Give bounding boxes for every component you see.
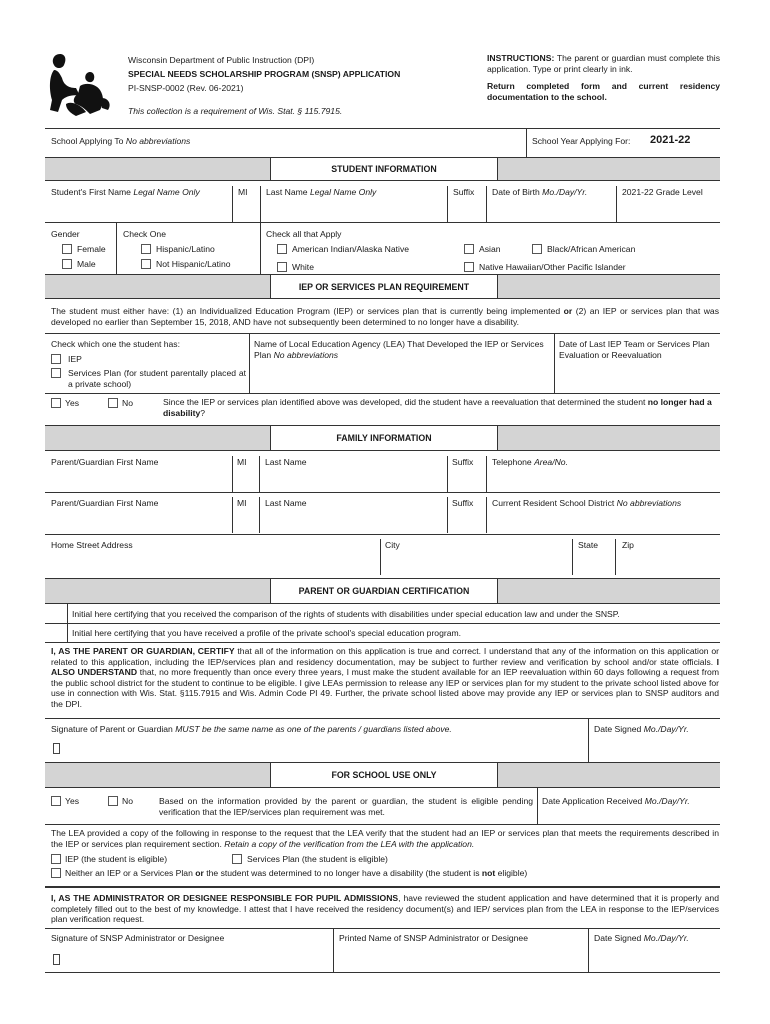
services-eligible-label: Services Plan (the student is eligible) xyxy=(247,854,388,864)
city-field[interactable]: City xyxy=(385,540,400,550)
state-field[interactable]: State xyxy=(578,540,599,550)
parent2-suffix-field[interactable]: Suffix xyxy=(452,498,474,508)
first-name-hint: Legal Name Only xyxy=(133,187,200,197)
gender-male-checkbox[interactable] xyxy=(62,259,72,269)
admin-text: , have reviewed the student application and have determined that it is properly and completely filled out to the best of my knowledge. I attest that I have received the residency document(s) and IEP/ services plan from the LEA in response to the IEP/services plan verification request. xyxy=(51,893,719,925)
school-year-label: School Year Applying For: xyxy=(532,136,631,146)
neither-not: not xyxy=(481,868,496,878)
telephone-label: Telephone xyxy=(492,457,532,467)
reeval-no-label: No xyxy=(122,398,133,408)
school-use-band xyxy=(45,762,720,788)
eligible-no-checkbox[interactable] xyxy=(108,796,118,806)
gender-label: Gender xyxy=(51,229,80,239)
parent-date-hint: Mo./Day/Yr. xyxy=(643,724,689,734)
parent2-mi-field[interactable]: MI xyxy=(237,498,247,508)
iep-option-label: IEP xyxy=(68,354,82,364)
parent1-mi-field[interactable]: MI xyxy=(237,457,247,467)
parent-date-label: Date Signed xyxy=(594,724,642,734)
return-instructions: Return completed form and current residency documentation to the school. xyxy=(487,81,720,102)
hispanic-label: Hispanic/Latino xyxy=(156,244,215,254)
student-mi-field[interactable]: MI xyxy=(238,187,248,197)
school-district-field[interactable] xyxy=(492,498,681,508)
parent-date-signed-field[interactable] xyxy=(594,724,689,734)
parent1-last-name-field[interactable]: Last Name xyxy=(265,457,307,467)
parent2-last-name-field[interactable]: Last Name xyxy=(265,498,307,508)
black-checkbox[interactable] xyxy=(532,244,542,254)
home-address-field[interactable]: Home Street Address xyxy=(51,540,133,550)
lea-verification-text xyxy=(51,828,719,849)
reeval-yes-label: Yes xyxy=(65,398,80,408)
certify-text-a: that all of the information on this application is true and correct. I understand that any of the information on this application or related to this application, including the IEP/services plan and residency documentation, may be subject to further review and verification by school and/or state officials. xyxy=(51,646,719,667)
certify-text-b: that, no more frequently than once every three years, I must make the student available for an IEP reevaluation within 60 days following a request from the public school district for the student to continue to be eligible. I give LEAs permission to release any IEP or services plan for my student to the private school listed above for use in connection with Wis. Stat. §115.7915 and Wis. Admin Code PI 49. Further, the private school listed above may provide any IEP or services plan to SNSP auditors and the DPI. xyxy=(51,667,719,709)
district-label: Current Resident School District xyxy=(492,498,615,508)
iep-checkbox[interactable] xyxy=(51,354,61,364)
iep-eligible-checkbox[interactable] xyxy=(51,854,61,864)
certification-statement xyxy=(51,646,719,710)
services-eligible-checkbox[interactable] xyxy=(232,854,242,864)
administrator-attestation xyxy=(51,893,719,925)
american-indian-label: American Indian/Alaska Native xyxy=(292,244,410,254)
form-title: SPECIAL NEEDS SCHOLARSHIP PROGRAM (SNSP) APPLICATION xyxy=(128,69,401,79)
dob-hint: Mo./Day/Yr. xyxy=(542,187,588,197)
iep-intro-b: (2) an IEP or services plan that was developed no earlier than September 15, 2018, AND have not subsequently been determined to no longer have a disability. xyxy=(51,306,719,327)
reeval-question-b: no longer had a disability xyxy=(163,397,712,418)
school-use-title: FOR SCHOOL USE ONLY xyxy=(270,763,498,787)
certification-band xyxy=(45,578,720,604)
initial-2-text: Initial here certifying that you have received a profile of the private school's special education program. xyxy=(72,628,462,638)
services-plan-label: Services Plan (for student parentally placed at a private school) xyxy=(68,368,246,389)
gender-female-label: Female xyxy=(77,244,106,254)
telephone-hint: Area/No. xyxy=(534,457,568,467)
check-all-label: Check all that Apply xyxy=(266,229,342,239)
neither-or: or xyxy=(195,868,204,878)
lea-field[interactable] xyxy=(254,339,552,360)
pacific-islander-checkbox[interactable] xyxy=(464,262,474,272)
dob-label: Date of Birth xyxy=(492,187,540,197)
eligibility-text: Based on the information provided by the parent or guardian, the student is eligible pending verification that the IEP/services plan requirement was met. xyxy=(159,796,533,817)
student-info-title: STUDENT INFORMATION xyxy=(270,158,498,180)
gender-male-label: Male xyxy=(77,259,96,269)
admin-date-signed-field[interactable] xyxy=(594,933,689,943)
neither-label xyxy=(65,868,527,878)
iep-intro xyxy=(51,306,719,327)
reeval-question-c: ? xyxy=(200,407,206,418)
iep-eligible-label: IEP (the student is eligible) xyxy=(65,854,168,864)
last-evaluation-date-field[interactable]: Date of Last IEP Team or Services Plan Evaluation or Reevaluation xyxy=(559,339,710,360)
student-first-name-field[interactable] xyxy=(51,187,200,197)
check-one-label: Check One xyxy=(123,229,166,239)
hispanic-checkbox[interactable] xyxy=(141,244,151,254)
certify-bold: I, AS THE PARENT OR GUARDIAN, CERTIFY xyxy=(51,646,235,656)
reeval-no-checkbox[interactable] xyxy=(108,398,118,408)
understand-bold: I ALSO UNDERSTAND xyxy=(51,656,719,678)
lea-hint: No abbreviations xyxy=(273,349,339,360)
family-title: FAMILY INFORMATION xyxy=(270,426,498,450)
initial-2-box[interactable] xyxy=(45,624,67,642)
admin-signature-field[interactable] xyxy=(53,954,60,965)
family-band xyxy=(45,425,720,451)
student-last-name-field[interactable] xyxy=(266,187,376,197)
iep-band xyxy=(45,274,720,299)
printed-name-field[interactable]: Printed Name of SNSP Administrator or Designee xyxy=(339,933,528,943)
first-name-label: Student's First Name xyxy=(51,187,131,197)
admin-date-label: Date Signed xyxy=(594,933,642,943)
iep-intro-a: The student must either have: (1) an Individualized Education Program (IEP) or services plan that is currently being implemented xyxy=(51,306,564,316)
not-hispanic-label: Not Hispanic/Latino xyxy=(156,259,231,269)
admin-date-hint: Mo./Day/Yr. xyxy=(643,933,689,943)
instructions-text: The parent or guardian must complete this application. Type or print clearly in ink. xyxy=(487,53,720,74)
school-hint: No abbreviations xyxy=(125,136,191,146)
eligible-yes-label: Yes xyxy=(65,796,80,806)
admin-bold: I, AS THE ADMINISTRATOR OR DESIGNEE RESPONSIBLE FOR PUPIL ADMISSIONS xyxy=(51,893,399,903)
dpi-logo xyxy=(46,50,114,118)
parent1-suffix-field[interactable]: Suffix xyxy=(452,457,474,467)
zip-field[interactable]: Zip xyxy=(622,540,634,550)
neither-checkbox[interactable] xyxy=(51,868,61,878)
instructions-label: INSTRUCTIONS: xyxy=(487,53,555,63)
american-indian-checkbox[interactable] xyxy=(277,244,287,254)
admin-signature-label: Signature of SNSP Administrator or Designee xyxy=(51,933,225,943)
district-hint: No abbreviations xyxy=(616,498,682,508)
certification-title: PARENT OR GUARDIAN CERTIFICATION xyxy=(270,579,498,603)
neither-c: eligible) xyxy=(495,868,528,878)
parent2-first-name-field[interactable]: Parent/Guardian First Name xyxy=(51,498,159,508)
eligible-no-label: No xyxy=(122,796,133,806)
lea-text-a: The LEA provided a copy of the following in response to the request that the LEA verify that the student had an IEP or services plan that meets the requirements described in the IEP or services plan requirement section. xyxy=(51,828,719,849)
white-checkbox[interactable] xyxy=(277,262,287,272)
school-year-value: 2021-22 xyxy=(650,134,691,146)
student-suffix-field[interactable]: Suffix xyxy=(453,187,475,197)
date-received-field[interactable] xyxy=(542,796,690,806)
neither-a: Neither an IEP or a Services Plan xyxy=(65,868,196,878)
parent-signature-label xyxy=(51,724,452,734)
statute-note: This collection is a requirement of Wis. Stat. § 115.7915. xyxy=(128,106,343,116)
school-applying-field[interactable] xyxy=(51,136,190,146)
school-label: School Applying To xyxy=(51,136,124,146)
grade-level-field[interactable]: 2021-22 Grade Level xyxy=(622,187,703,197)
iep-intro-or: or xyxy=(563,306,573,316)
date-received-label: Date Application Received xyxy=(542,796,643,806)
student-info-band xyxy=(45,157,720,181)
services-plan-checkbox[interactable] xyxy=(51,368,61,378)
lea-text-italic: Retain a copy of the verification from the LEA with the application. xyxy=(224,838,475,849)
initial-1-text: Initial here certifying that you received the comparison of the rights of students with disabilities under special education law and under the SNSP. xyxy=(72,609,620,619)
check-which-label: Check which one the student has: xyxy=(51,339,180,349)
lea-label: Name of Local Education Agency (LEA) That Developed the IEP or Services Plan xyxy=(254,339,544,360)
reeval-question-a: Since the IEP or services plan identified above was developed, did the student have a reevaluation that determined the student xyxy=(163,397,648,407)
instructions xyxy=(487,53,720,74)
initial-1-box[interactable] xyxy=(45,605,67,623)
black-label: Black/African American xyxy=(547,244,636,254)
parent-signature-text: Signature of Parent or Guardian xyxy=(51,724,173,734)
iep-title: IEP OR SERVICES PLAN REQUIREMENT xyxy=(270,275,498,298)
eligible-yes-checkbox[interactable] xyxy=(51,796,61,806)
agency-name: Wisconsin Department of Public Instruction (DPI) xyxy=(128,55,315,65)
gender-female-checkbox[interactable] xyxy=(62,244,72,254)
reeval-yes-checkbox[interactable] xyxy=(51,398,61,408)
date-received-hint: Mo./Day/Yr. xyxy=(644,796,690,806)
not-hispanic-checkbox[interactable] xyxy=(141,259,151,269)
parent-signature-hint: MUST be the same name as one of the parents / guardians listed above. xyxy=(175,724,452,734)
telephone-field[interactable] xyxy=(492,457,568,467)
asian-checkbox[interactable] xyxy=(464,244,474,254)
last-name-label: Last Name xyxy=(266,187,308,197)
parent-signature-field[interactable] xyxy=(53,743,60,754)
form-number: PI-SNSP-0002 (Rev. 06-2021) xyxy=(128,83,244,93)
last-name-hint: Legal Name Only xyxy=(309,187,377,197)
asian-label: Asian xyxy=(479,244,501,254)
dob-field[interactable] xyxy=(492,187,587,197)
parent1-first-name-field[interactable]: Parent/Guardian First Name xyxy=(51,457,159,467)
neither-b: the student was determined to no longer have a disability (the student is xyxy=(203,868,482,878)
reeval-question xyxy=(163,397,720,418)
white-label: White xyxy=(292,262,314,272)
pacific-islander-label: Native Hawaiian/Other Pacific Islander xyxy=(479,262,626,272)
